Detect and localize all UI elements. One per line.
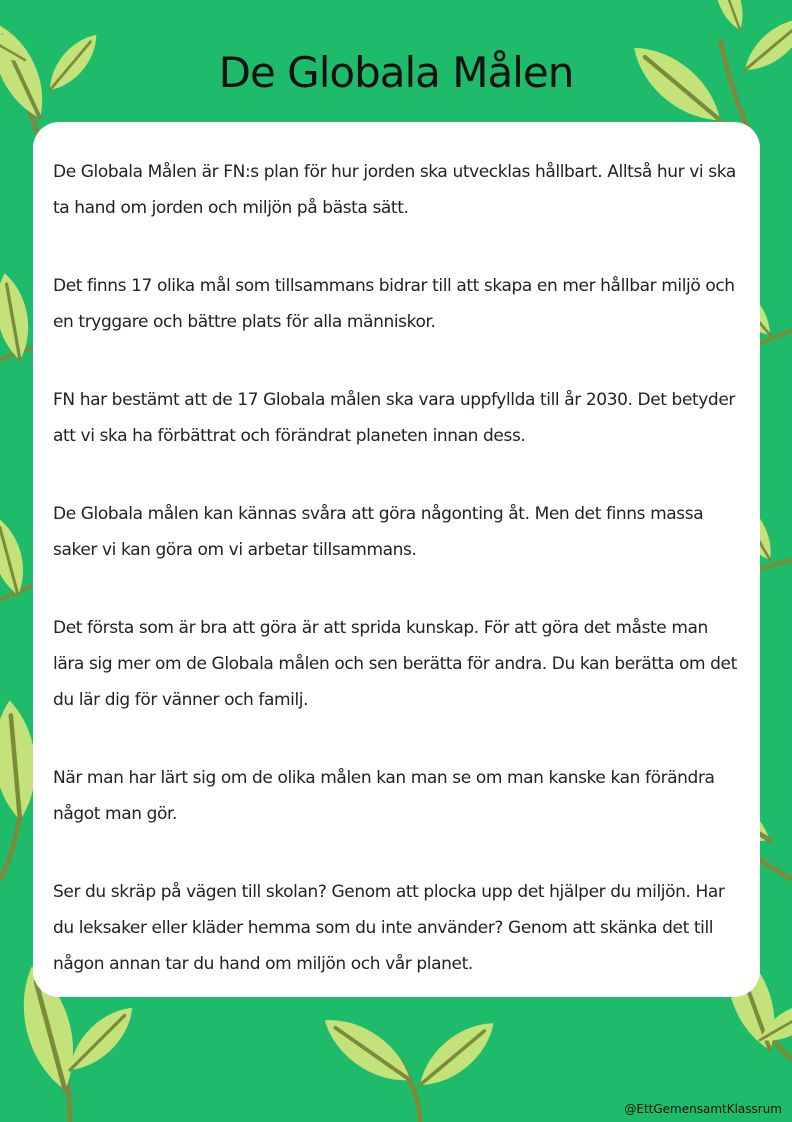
paragraph-2: Det finns 17 olika mål som tillsammans bidrar till att skapa en mer hållbar miljö och en tryggare och bättre plats för alla människor. [53,276,735,332]
page-title: De Globala Målen [218,48,574,97]
paragraph-3: FN har bestämt att de 17 Globala målen ska vara uppfyllda till år 2030. Det betyder att vi ska ha förbättrat och förändrat planeten innan dess. [53,390,735,446]
paragraph-1: De Globala Målen är FN:s plan för hur jorden ska utvecklas hållbart. Alltså hur vi ska ta hand om jorden och miljön på bästa sätt. [53,162,736,218]
paragraph-4: De Globala målen kan kännas svåra att göra någonting åt. Men det finns massa saker vi kan göra om vi arbetar tillsammans. [53,504,704,560]
paragraph-5: Det första som är bra att göra är att sprida kunskap. För att göra det måste man lära sig mer om de Globala målen och sen berätta för andra. Du kan berätta om det du lär dig för vänner och familj. [53,618,737,710]
credit-handle: @EttGemensamtKlassrum [624,1102,782,1116]
paragraph-6: När man har lärt sig om de olika målen kan man se om man kanske kan förändra något man gör. [53,768,715,824]
leaf-cluster-bottom-middle [315,1006,504,1122]
content-card [33,122,760,997]
paragraph-7: Ser du skräp på vägen till skolan? Genom att plocka upp det hjälper du miljön. Har du leksaker eller kläder hemma som du inte använder? Genom att skänka det till någon annan tar du hand om miljön och vår planet. [53,882,725,974]
